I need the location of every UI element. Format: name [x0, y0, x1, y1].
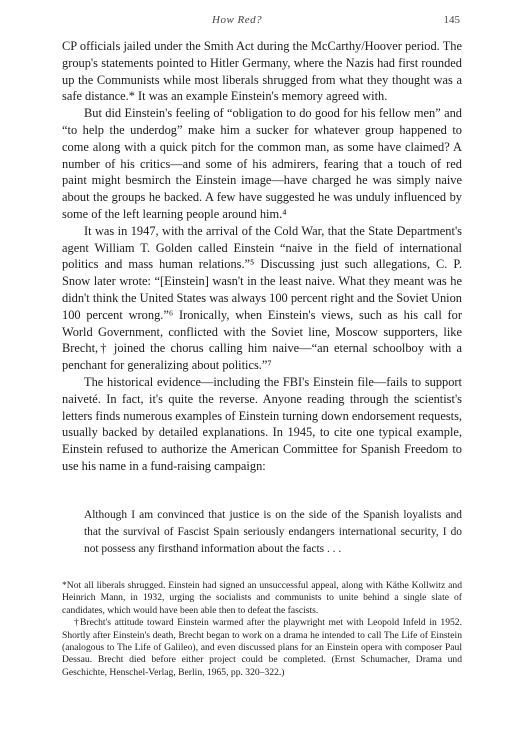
- footnotes: [62, 580, 462, 679]
- page-number: 145: [443, 14, 460, 26]
- page-header: [62, 14, 460, 30]
- paragraph-1: CP officials jailed under the Smith Act during the McCarthy/Hoover period. The group's statements pointed to Hitler Germany, where the Nazis had first rounded up the Communists while most liberals shrugged from what they thought was a safe distance.* It was an example Einstein's memory agreed with.: [62, 39, 462, 104]
- running-title: How Red?: [212, 14, 263, 26]
- footnote-dagger: †Brecht's attitude toward Einstein warmed after the playwright met with Leopold Infeld in 1952. Shortly after Einstein's death, Brecht began to work on a drama he intended to call The Life of Einstein (analogous to The Life of Galileo), and even discussed plans for an Einstein opera with composer Paul Dessau. Brecht died before either project could be completed. (Ernst Schumacher, Drama und Geschichte, Henschel-Verlag, Berlin, 1965, pp. 320–322.): [62, 617, 462, 678]
- block-quote: Although I am convinced that justice is on the side of the Spanish loyalists and that the survival of Fascist Spain seriously endangers international security, I do not possess any firsthand information about the facts . . .: [84, 509, 462, 555]
- body-text: [62, 38, 462, 475]
- footnote-asterisk: *Not all liberals shrugged. Einstein had signed an unsuccessful appeal, along with Käthe Kollwitz and Heinrich Mann, in 1932, urging the socialists and communists to unite behind a single slate of candidates, which would have been able then to defeat the fascists.: [62, 580, 462, 616]
- paragraph-4: The historical evidence—including the FBI's Einstein file—fails to support naiveté. In fact, it's quite the reverse. Anyone reading through the scientist's letters finds numerous examples of Einstein turning down endorsement requests, usually backed by detailed explanations. In 1945, to cite one typical example, Einstein refused to authorize the American Committee for Spanish Freedom to use his name in a fund-raising campaign:: [62, 374, 462, 473]
- paragraph-2: But did Einstein's feeling of “obligation to do good for his fellow men” and “to help the underdog” make him a sucker for whatever group happened to come along with a quick pitch for the common man, as some have claimed? A number of his critics—and some of his admirers, fearing that a touch of red paint might besmirch the Einstein image—have charged he was simply naive about the groups he backed. A few have suggested he was unduly influenced by some of the left learning people around him.⁴: [62, 106, 462, 221]
- paragraph-3: It was in 1947, with the arrival of the Cold War, that the State Department's agent William T. Golden called Einstein “naive in the field of international politics and mass human relations.”⁵ Discussing just such allegations, C. P. Snow later wrote: “[Einstein] wasn't in the least naive. What they meant was he didn't think the United States was always 100 percent right and the Soviet Union 100 percent wrong.”⁶ Ironically, when Einstein's views, such as his call for World Government, conflicted with the Soviet line, Moscow supporters, like Brecht,† joined the chorus calling him naive—“an eternal schoolboy with a penchant for generalizing about politics.”⁷: [62, 223, 462, 373]
